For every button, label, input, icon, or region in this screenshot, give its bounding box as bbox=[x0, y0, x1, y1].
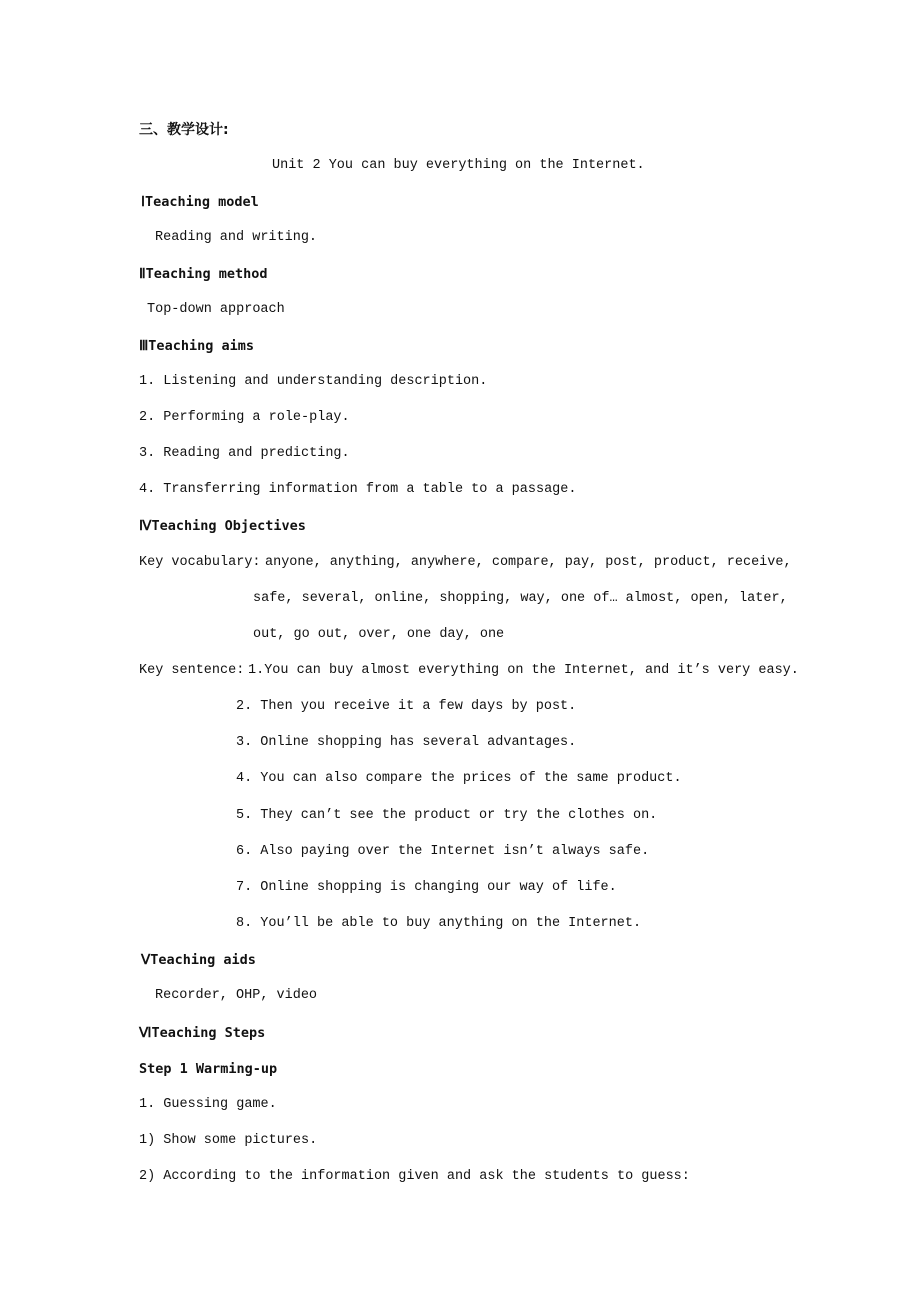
heading-teaching-model: ⅠTeaching model bbox=[141, 194, 259, 210]
key-sentence: 8. You’ll be able to buy anything on the Internet. bbox=[236, 916, 642, 931]
teaching-aids-content: Recorder, OHP, video bbox=[155, 988, 318, 1003]
heading-teaching-aids: ⅤTeaching aids bbox=[141, 952, 256, 968]
step-1-heading: Step 1 Warming-up bbox=[139, 1061, 278, 1077]
step-item: 2) According to the information given and ask the students to guess: bbox=[139, 1169, 690, 1184]
aim-item: 3. Reading and predicting. bbox=[139, 446, 350, 461]
aim-item: 2. Performing a role-play. bbox=[139, 410, 350, 425]
key-sentence: 3. Online shopping has several advantages. bbox=[236, 735, 577, 750]
section-title: 三、教学设计: bbox=[139, 122, 229, 138]
aim-item: 1. Listening and understanding description. bbox=[139, 374, 488, 389]
teaching-method-content: Top-down approach bbox=[147, 302, 285, 317]
heading-teaching-method: ⅡTeaching method bbox=[139, 266, 268, 282]
key-sentence-label: Key sentence: bbox=[139, 663, 245, 678]
key-vocabulary-label: Key vocabulary: bbox=[139, 555, 261, 570]
key-sentence: 1.You can buy almost everything on the Internet, and it’s very easy. bbox=[248, 663, 799, 678]
step-item: 1) Show some pictures. bbox=[139, 1133, 318, 1148]
vocab-line: anyone, anything, anywhere, compare, pay, post, product, receive, bbox=[265, 555, 792, 570]
heading-teaching-steps: ⅥTeaching Steps bbox=[139, 1025, 266, 1041]
teaching-model-content: Reading and writing. bbox=[155, 230, 318, 245]
key-sentence: 2. Then you receive it a few days by post. bbox=[236, 699, 577, 714]
vocab-line: out, go out, over, one day, one bbox=[253, 627, 505, 642]
heading-teaching-objectives: ⅣTeaching Objectives bbox=[139, 518, 306, 534]
key-sentence: 5. They can’t see the product or try the clothes on. bbox=[236, 808, 658, 823]
vocab-line: safe, several, online, shopping, way, one of… almost, open, later, bbox=[253, 591, 788, 606]
key-sentence: 6. Also paying over the Internet isn’t always safe. bbox=[236, 844, 650, 859]
aim-item: 4. Transferring information from a table to a passage. bbox=[139, 482, 577, 497]
step-item: 1. Guessing game. bbox=[139, 1097, 277, 1112]
unit-title: Unit 2 You can buy everything on the Internet. bbox=[272, 158, 645, 173]
key-sentence: 7. Online shopping is changing our way of life. bbox=[236, 880, 617, 895]
heading-teaching-aims: ⅢTeaching aims bbox=[139, 338, 254, 354]
key-sentence: 4. You can also compare the prices of the same product. bbox=[236, 771, 682, 786]
